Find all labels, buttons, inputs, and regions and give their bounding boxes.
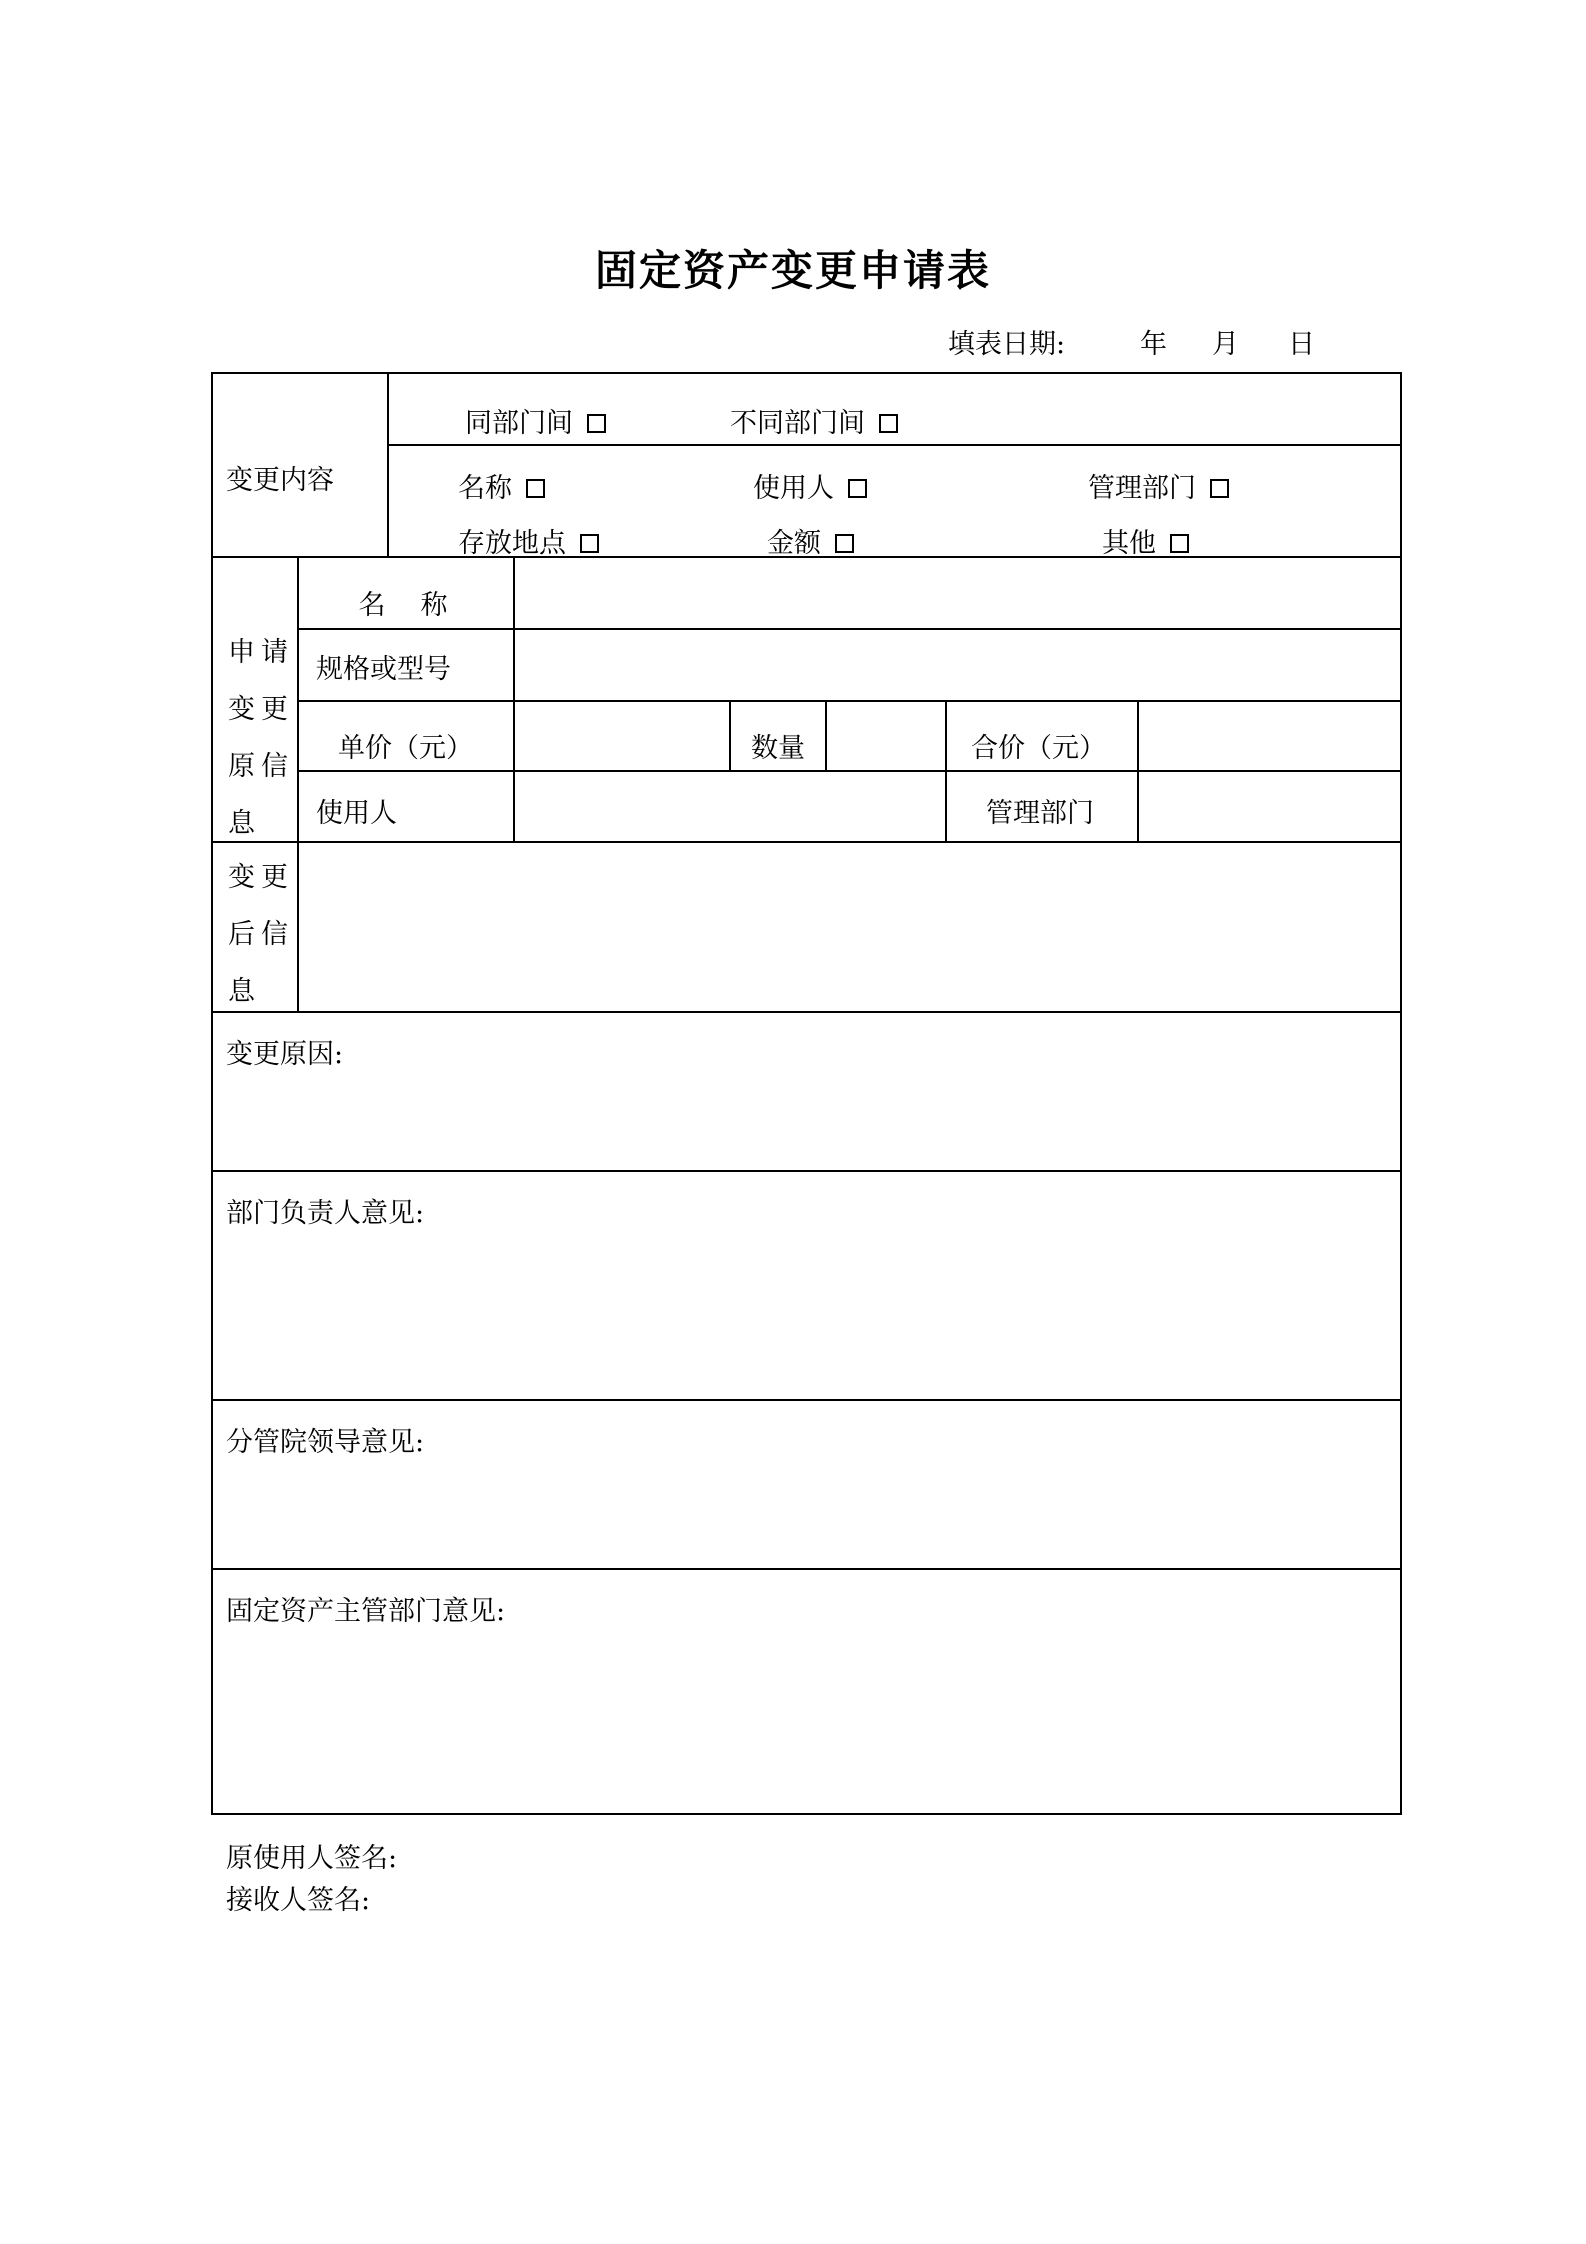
amount-option[interactable]: 金额 <box>767 521 854 560</box>
date-year: 年 <box>1140 329 1167 360</box>
amount-checkbox[interactable] <box>835 534 854 553</box>
quantity-field[interactable] <box>827 702 944 770</box>
diff-dept-option[interactable]: 不同部门间 <box>730 401 898 440</box>
unit-price-label: 单价（元） <box>338 733 473 764</box>
asset-name-label: 名 称 <box>358 590 452 621</box>
new-info-field[interactable] <box>299 843 1399 1011</box>
total-price-field[interactable] <box>1139 702 1399 770</box>
new-info-label: 变更 后信 息 <box>228 862 294 1007</box>
change-reason-label: 变更原因: <box>226 1039 344 1070</box>
user-field[interactable] <box>515 772 944 841</box>
user-option[interactable]: 使用人 <box>753 466 867 505</box>
same-dept-option[interactable]: 同部门间 <box>465 401 606 440</box>
original-info-label: 申请 变更 原信 息 <box>228 637 294 839</box>
location-checkbox[interactable] <box>580 534 599 553</box>
change-content-label: 变更内容 <box>226 465 334 496</box>
receiver-signature-label: 接收人签名: <box>226 1885 371 1916</box>
spec-label: 规格或型号 <box>316 654 451 685</box>
original-user-signature-label: 原使用人签名: <box>226 1843 398 1874</box>
asset-name-field[interactable] <box>515 558 1399 628</box>
diff-dept-checkbox[interactable] <box>879 414 898 433</box>
mgmt-dept-label: 管理部门 <box>986 798 1094 829</box>
date-month: 月 <box>1212 329 1239 360</box>
dept-head-opinion-field[interactable] <box>213 1232 1399 1398</box>
same-dept-checkbox[interactable] <box>587 414 606 433</box>
name-option[interactable]: 名称 <box>458 466 545 505</box>
spec-field[interactable] <box>515 630 1399 700</box>
asset-dept-opinion-field[interactable] <box>213 1630 1399 1812</box>
name-checkbox[interactable] <box>526 479 545 498</box>
mgmt-dept-option[interactable]: 管理部门 <box>1088 466 1229 505</box>
change-reason-field[interactable] <box>213 1072 1399 1170</box>
location-option[interactable]: 存放地点 <box>458 521 599 560</box>
form-title: 固定资产变更申请表 <box>594 246 991 295</box>
mgmt-dept-field[interactable] <box>1139 772 1399 841</box>
quantity-label: 数量 <box>751 733 805 764</box>
user-label: 使用人 <box>316 798 397 829</box>
leader-opinion-field[interactable] <box>213 1460 1399 1568</box>
mgmt-dept-checkbox[interactable] <box>1210 479 1229 498</box>
asset-dept-opinion-label: 固定资产主管部门意见: <box>226 1596 506 1627</box>
dept-head-opinion-label: 部门负责人意见: <box>226 1198 425 1229</box>
leader-opinion-label: 分管院领导意见: <box>226 1427 425 1458</box>
total-price-label: 合价（元） <box>971 733 1106 764</box>
other-option[interactable]: 其他 <box>1102 521 1189 560</box>
unit-price-field[interactable] <box>515 702 728 770</box>
other-checkbox[interactable] <box>1170 534 1189 553</box>
date-day: 日 <box>1288 329 1315 360</box>
date-label: 填表日期: <box>948 329 1066 360</box>
user-checkbox[interactable] <box>848 479 867 498</box>
